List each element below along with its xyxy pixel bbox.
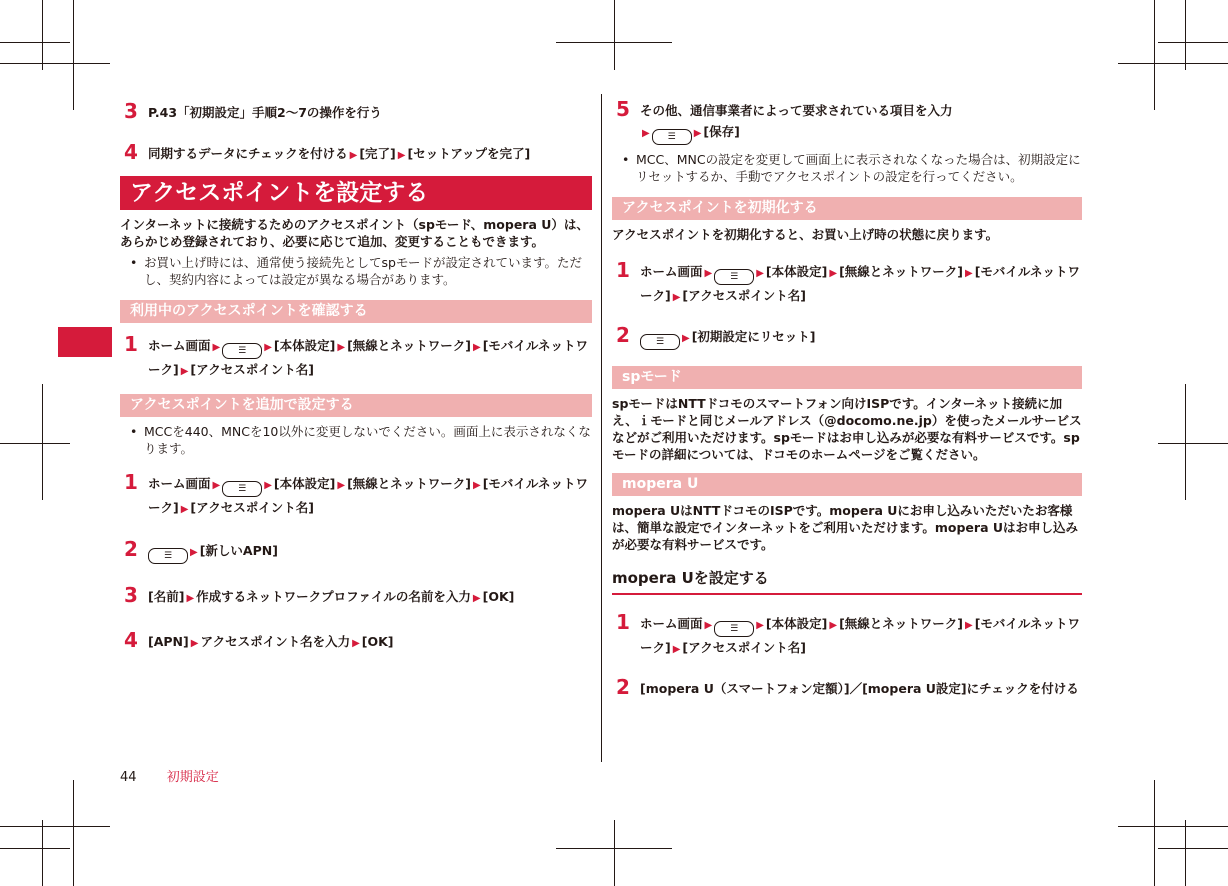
crop-mark [1158,42,1228,43]
crop-mark [1118,826,1228,827]
sp-text: spモードはNTTドコモのスマートフォン向けISPです。インターネット接続に加え、ｉモードと同じメールアドレス（@docomo.ne.jp）を使ったメールサービスなどがご利用いただけます。spモードはお申し込みが必要な有料サービスです。spモードの詳細については、ドコモのホームページをご覧ください。 [612,396,1082,462]
note-bullet: • お買い上げ時には、通常使う接続先としてspモードが設定されています。ただし、契約内容によっては設定が異なる場合があります。 [120,254,592,288]
step-text: [無線とネットワーク] [347,338,471,353]
step-number: 4 [124,140,138,164]
arrow-icon: ▶ [397,150,406,161]
menu-key-icon: ☰ [640,334,680,350]
subsection-title: mopera U [612,473,1082,496]
step-1 [612,258,1082,308]
arrow-icon: ▶ [186,593,195,604]
arrow-icon: ▶ [337,342,346,353]
step-text: その他、通信事業者によって要求されている項目を入力 [640,103,953,118]
arrow-icon: ▶ [337,480,346,491]
crop-mark [1158,443,1228,444]
crop-mark [42,384,43,500]
subsection-title: spモード [612,366,1082,389]
step-text: P.43「初期設定」手順2〜7の操作を行う [148,105,382,120]
step-text: [アクセスポイント名] [190,500,314,515]
crop-mark [0,42,70,43]
step-text: [アクセスポイント名] [190,362,314,377]
crop-mark [0,848,70,849]
step-2 [612,675,1082,699]
arrow-icon: ▶ [672,292,681,303]
crop-mark [614,0,615,70]
step-number: 3 [124,99,138,123]
menu-key-icon: ☰ [652,129,692,145]
subsection-title: 利用中のアクセスポイントを確認する [120,300,592,323]
step-text: ホーム画面 [148,476,211,491]
menu-key-icon: ☰ [714,621,754,637]
step-text: [モバイルネットワーク] [640,264,1081,303]
column-divider [601,94,602,762]
arrow-icon: ▶ [349,150,358,161]
step-5 [612,97,1082,145]
step-text: [名前] [148,589,185,604]
arrow-icon: ▶ [693,128,702,139]
step-text: ホーム画面 [640,616,703,631]
page-number: 44 [120,770,137,785]
step-text: [アクセスポイント名] [682,640,806,655]
menu-key-icon: ☰ [222,343,262,359]
crop-mark [1185,820,1186,886]
step-text: [本体設定] [273,338,336,353]
step-1 [120,470,592,520]
page-footer [120,766,219,785]
crop-mark [42,820,43,886]
crop-mark [1118,63,1228,64]
arrow-icon: ▶ [264,342,272,353]
step-number: 2 [124,537,138,561]
step-number: 4 [124,628,138,652]
crop-mark [73,780,74,886]
crop-mark [0,443,70,444]
arrow-icon: ▶ [829,268,838,279]
step-number: 1 [616,610,630,634]
step-number: 5 [616,97,630,121]
step-text: [モバイルネットワーク] [148,476,589,515]
arrow-icon: ▶ [829,620,838,631]
step-number: 2 [616,323,630,347]
crop-mark [1158,848,1228,849]
arrow-icon: ▶ [965,268,973,279]
menu-key-icon: ☰ [222,481,262,497]
arrow-icon: ▶ [212,480,221,491]
arrow-icon: ▶ [965,620,973,631]
step-text: アクセスポイント名を入力 [200,634,351,649]
crop-mark [0,63,110,64]
step-2 [612,323,1082,350]
step-text: [OK] [482,589,515,604]
section-title: アクセスポイントを設定する [120,176,592,210]
step-text: [無線とネットワーク] [839,264,963,279]
step-text: [mopera U（スマートフォン定額）]／[mopera U設定]にチェックを付ける [640,681,1079,696]
crop-mark [42,0,43,70]
step-number: 1 [124,332,138,356]
step-text: ホーム画面 [640,264,703,279]
menu-key-icon: ☰ [148,548,188,564]
step-text: 同期するデータにチェックを付ける [148,146,348,161]
arrow-icon: ▶ [756,620,764,631]
arrow-icon: ▶ [672,644,681,655]
arrow-icon: ▶ [472,593,481,604]
step-text: [APN] [148,634,189,649]
arrow-icon: ▶ [180,366,189,377]
arrow-icon: ▶ [190,547,198,558]
reset-intro: アクセスポイントを初期化すると、お買い上げ時の状態に戻ります。 [612,227,999,242]
arrow-icon: ▶ [704,268,713,279]
intro-text: インターネットに接続するためのアクセスポイント（spモード、mopera U）は、あらかじめ登録されており、必要に応じて追加、変更することもできます。 [120,217,589,249]
arrow-icon: ▶ [473,480,481,491]
subsection-title: アクセスポイントを追加で設定する [120,394,592,417]
step-text: [保存] [703,124,740,139]
arrow-icon: ▶ [264,480,272,491]
step-text: [無線とネットワーク] [347,476,471,491]
step-text: [セットアップを完了] [407,146,531,161]
crop-mark [1154,780,1155,886]
step-text: [新しいAPN] [199,543,278,558]
arrow-icon: ▶ [352,638,360,649]
arrow-icon: ▶ [473,342,481,353]
arrow-icon: ▶ [756,268,764,279]
step-text: [本体設定] [765,616,828,631]
step-text: [OK] [361,634,394,649]
step-text: [完了] [359,146,396,161]
arrow-icon: ▶ [180,504,189,515]
subsection-title: アクセスポイントを初期化する [612,197,1082,220]
crop-mark [1185,0,1186,70]
crop-mark [1185,384,1186,500]
arrow-icon: ▶ [642,128,650,139]
step-1 [120,332,592,382]
arrow-icon: ▶ [212,342,221,353]
arrow-icon: ▶ [190,638,199,649]
menu-key-icon: ☰ [714,269,754,285]
heading: mopera Uを設定する [612,567,1082,595]
crop-mark [0,826,110,827]
crop-mark [614,820,615,886]
step-4 [120,628,592,654]
step-text: [無線とネットワーク] [839,616,963,631]
crop-mark [73,0,74,110]
crop-mark [1154,0,1155,110]
left-column [120,96,592,654]
step-2 [120,537,592,564]
step-text: 作成するネットワークプロファイルの名前を入力 [196,589,471,604]
mopera-text: mopera UはNTTドコモのISPです。mopera Uにお申し込みいただいたお客様は、簡単な設定でインターネットをご利用いただけます。mopera Uはお申し込みが必要な有料サービスです。 [612,503,1079,552]
step-text: [モバイルネットワーク] [148,338,589,377]
arrow-icon: ▶ [682,333,690,344]
step-text: [モバイルネットワーク] [640,616,1081,655]
note-bullet: • MCCを440、MNCを10以外に変更しないでください。画面上に表示されなくなります。 [120,423,592,457]
step-number: 1 [124,470,138,494]
step-text: ホーム画面 [148,338,211,353]
step-number: 3 [124,583,138,607]
footer-section: 初期設定 [166,770,219,785]
step-number: 2 [616,675,630,699]
step-1 [612,610,1082,660]
step-4 [120,140,592,166]
step-text: [初期設定にリセット] [691,329,816,344]
note-bullet: • MCC、MNCの設定を変更して画面上に表示されなくなった場合は、初期設定にリセットするか、手動でアクセスポイントの設定を行ってください。 [612,151,1082,185]
right-column [612,96,1082,699]
step-3 [120,583,592,609]
step-text: [アクセスポイント名] [682,288,806,303]
step-3 [120,99,592,123]
arrow-icon: ▶ [704,620,713,631]
chapter-tab [58,327,112,357]
step-number: 1 [616,258,630,282]
step-text: [本体設定] [765,264,828,279]
step-text: [本体設定] [273,476,336,491]
